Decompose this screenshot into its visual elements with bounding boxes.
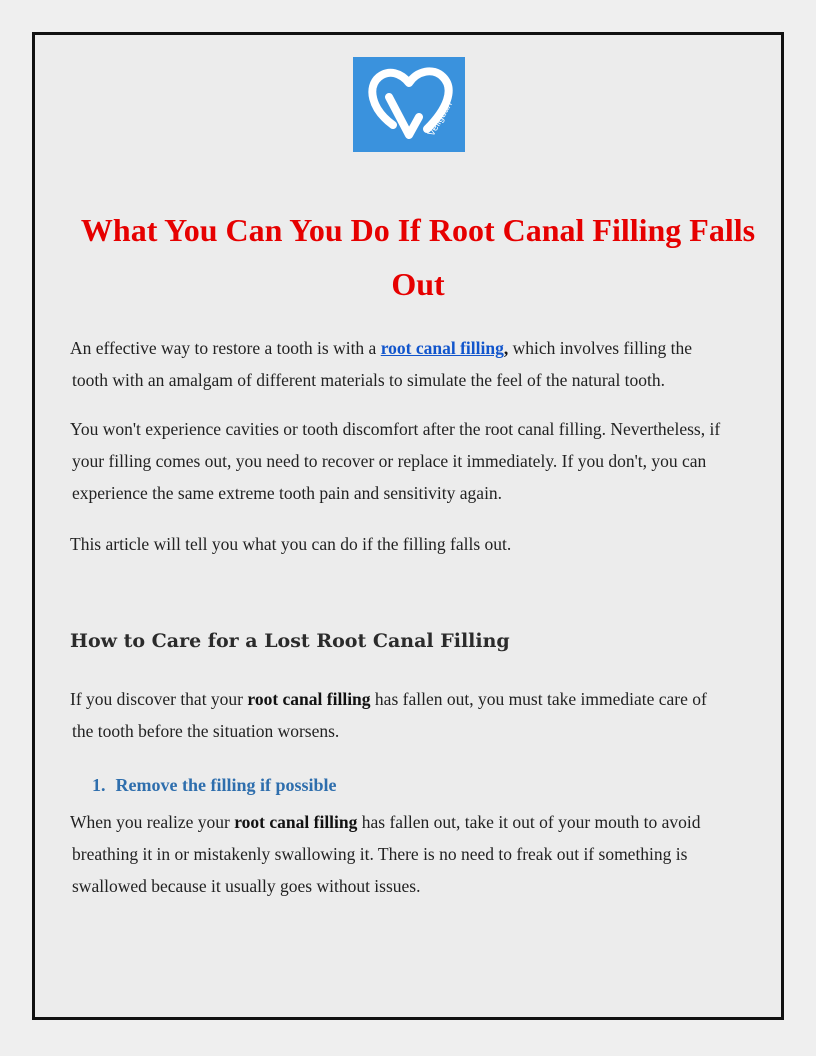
heart-logo-icon [353, 57, 465, 152]
page-frame [32, 32, 784, 1020]
intro-p1-line2: tooth with an amalgam of different materials to simulate the feel of the natural tooth. [72, 370, 666, 390]
intro-paragraph-3 [70, 528, 770, 560]
intro-paragraph-2 [70, 413, 770, 509]
step-1-line3: swallowed because it usually goes without issues. [72, 876, 421, 896]
step-1-paragraph [70, 806, 770, 902]
step-1-heading [92, 775, 337, 796]
brand-logo [353, 57, 465, 152]
intro-p2-line2: your filling comes out, you need to recover or replace it immediately. If you don't, you can [72, 451, 707, 471]
intro-p2-line1: You won't experience cavities or tooth discomfort after the root canal filling. Nevertheless, if [70, 419, 721, 439]
section-paragraph [70, 683, 770, 747]
step-1-after: has fallen out, take it out of your mouth to avoid [357, 812, 701, 832]
step-1-title: Remove the filling if possible [115, 775, 337, 795]
logo-wordmark: Veligdan [426, 99, 455, 139]
root-canal-filling-link[interactable]: root canal filling [380, 338, 504, 358]
step-1-number: 1. [92, 775, 106, 795]
step-1-before: When you realize your [70, 812, 235, 832]
page-title [55, 203, 781, 311]
section-p1-line2: the tooth before the situation worsens. [72, 721, 340, 741]
step-1-bold: root canal filling [234, 812, 358, 832]
section-p1-before: If you discover that your [70, 689, 248, 709]
intro-p3-text: This article will tell you what you can do if the filling falls out. [70, 534, 512, 554]
section-heading: How to Care for a Lost Root Canal Filling [70, 630, 510, 652]
title-line-1: What You Can You Do If Root Canal Filling Falls [80, 212, 756, 248]
intro-p1-rest: which involves filling the [508, 338, 692, 358]
title-line-2: Out [391, 266, 445, 302]
intro-p2-line3: experience the same extreme tooth pain and sensitivity again. [72, 483, 503, 503]
intro-paragraph-1 [70, 332, 770, 396]
section-p1-after: has fallen out, you must take immediate care of [370, 689, 707, 709]
intro-p1-text: An effective way to restore a tooth is with a [70, 338, 381, 358]
intro-p1-comma: , [503, 338, 509, 358]
section-p1-bold: root canal filling [247, 689, 371, 709]
step-1-line2: breathing it in or mistakenly swallowing it. There is no need to freak out if something is [72, 844, 688, 864]
